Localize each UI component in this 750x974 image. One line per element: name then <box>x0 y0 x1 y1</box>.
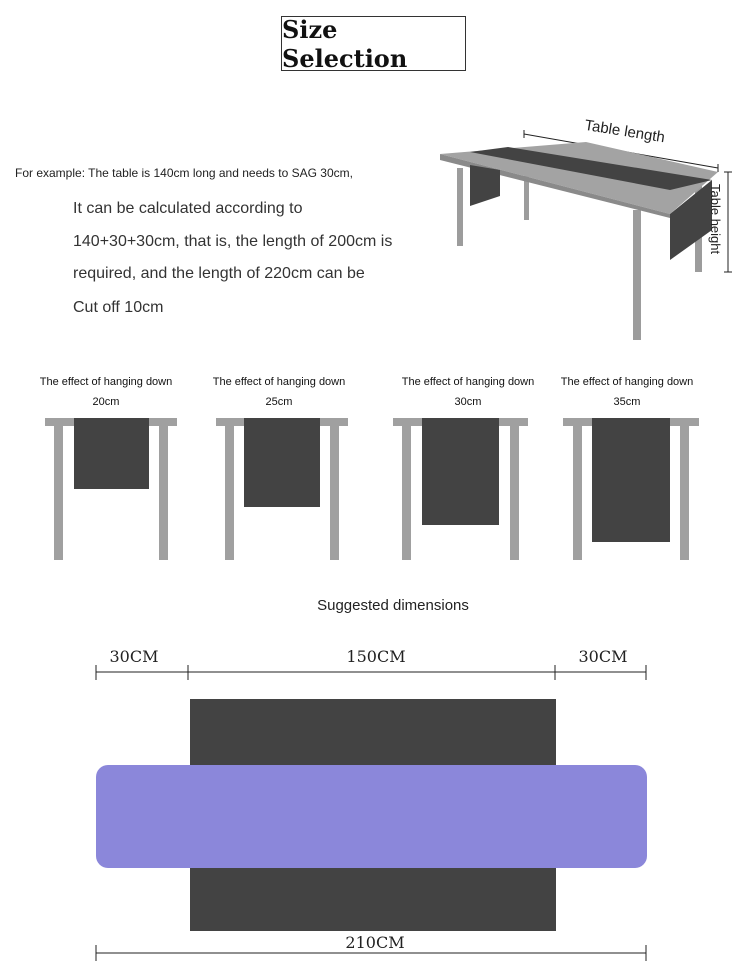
hang-caption: The effect of hanging down <box>560 376 694 388</box>
dim-total-label: 210CM <box>345 933 405 952</box>
dim-middle-label: 150CM <box>346 647 406 666</box>
hang-item-4 <box>542 372 712 572</box>
hang-drop-label: 25cm <box>265 396 293 408</box>
table-perspective-illustration <box>436 110 750 350</box>
hang-drop-label: 30cm <box>454 396 482 408</box>
hang-table-leg-left <box>54 426 63 560</box>
hang-runner <box>74 418 149 489</box>
hang-drop-label: 35cm <box>613 396 641 408</box>
suggested-dimensions-diagram <box>0 640 750 974</box>
hang-table-leg-left <box>402 426 411 560</box>
calc-line-4: Cut off 10cm <box>73 299 164 316</box>
hang-item-1 <box>21 372 191 572</box>
hang-caption: The effect of hanging down <box>401 376 535 388</box>
page-title: Size Selection <box>281 16 466 71</box>
hang-runner <box>422 418 499 525</box>
hang-table-leg-right <box>680 426 689 560</box>
calc-line-1: It can be calculated according to <box>73 200 303 217</box>
dim-right-label: 30CM <box>578 647 628 666</box>
table-leg-back-left <box>457 168 463 246</box>
dim-left-label: 30CM <box>109 647 159 666</box>
hang-table-leg-right <box>510 426 519 560</box>
hang-runner <box>592 418 670 542</box>
table-height-label: Table height <box>708 184 723 255</box>
hang-item-2 <box>194 372 364 572</box>
table-length-label: Table length <box>583 116 666 147</box>
hang-runner <box>244 418 320 507</box>
hang-table-leg-left <box>225 426 234 560</box>
calc-line-3: required, and the length of 220cm can be <box>73 265 365 282</box>
hang-item-3 <box>383 372 553 572</box>
hang-caption: The effect of hanging down <box>39 376 173 388</box>
hang-caption: The effect of hanging down <box>212 376 346 388</box>
table-leg-back-mid <box>524 176 529 220</box>
hang-table-leg-left <box>573 426 582 560</box>
suggested-dimensions-heading: Suggested dimensions <box>317 597 469 614</box>
hang-table-leg-right <box>330 426 339 560</box>
runner-drop-left <box>470 165 500 206</box>
table-top-overlay <box>96 765 647 868</box>
hang-table-leg-right <box>159 426 168 560</box>
table-leg-front <box>633 210 641 340</box>
calc-line-2: 140+30+30cm, that is, the length of 200cm is <box>73 233 393 250</box>
example-intro: For example: The table is 140cm long and needs to SAG 30cm, <box>15 166 353 180</box>
hang-drop-label: 20cm <box>92 396 120 408</box>
